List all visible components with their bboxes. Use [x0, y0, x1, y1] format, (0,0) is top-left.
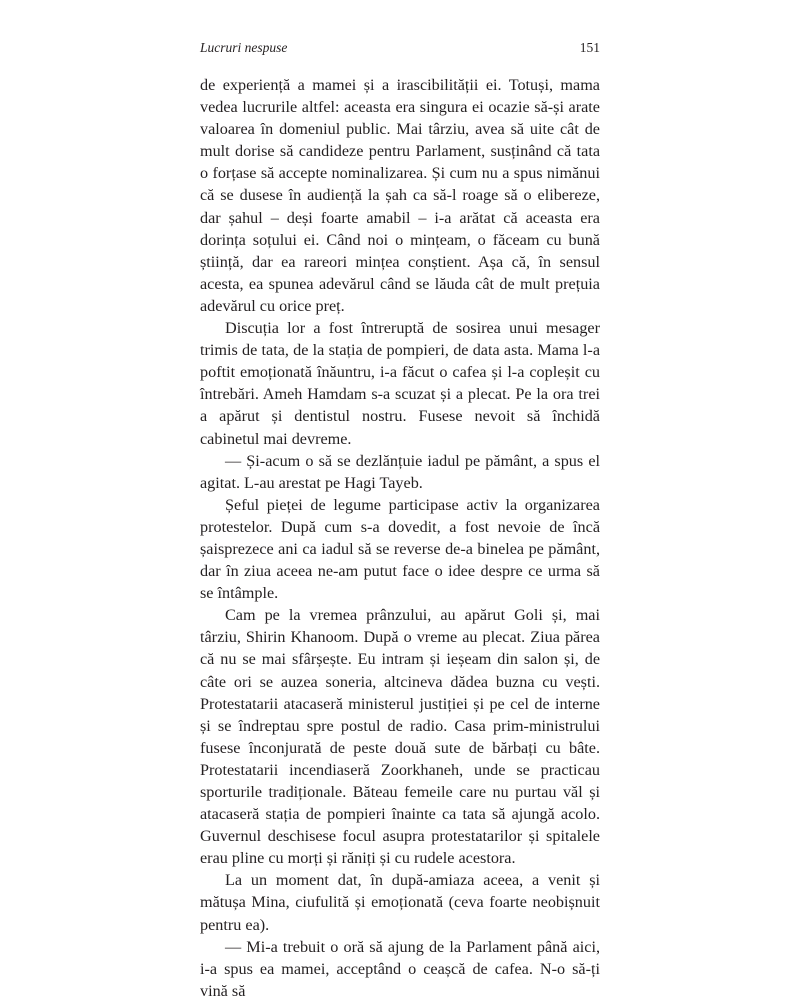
page-number: 151: [579, 40, 600, 55]
running-header: [200, 40, 600, 62]
paragraph: La un moment dat, în după-amiaza aceea, a venit și mătușa Mina, ciufulită și emoționată (ceva foarte neobișnuit pentru ea).: [200, 871, 600, 934]
paragraph: Cam pe la vremea prânzului, au apărut Goli și, mai târziu, Shirin Khanoom. După o vreme au plecat. Ziua părea că nu se mai sfârșește. Eu intram și ieșeam din salon și, de câte ori se auzea soneria, altcineva dădea buzna cu vești. Protestatarii atacaseră ministerul justiției și pe cel de interne și se îndreptau spre postul de radio. Casa prim-ministrului fusese înconjurată de peste două sute de bărbați cu bâte. Protestatarii incendiaseră Zoorkhaneh, unde se practicau sporturile tradiționale. Băteau femeile care nu purtau văl și atacaseră stația de pompieri înainte ca tata să ajungă acolo. Guvernul deschisese focul asupra protestatarilor și spitalele erau pline cu morți și răniți și cu rudele acestora.: [200, 606, 600, 868]
body-text: [200, 74, 600, 1002]
paragraph: Discuția lor a fost întreruptă de sosirea unui mesager trimis de tata, de la stația de pompieri, de data asta. Mama l-a poftit emoționată înăuntru, i-a făcut o cafea și l-a copleșit cu întrebări. Ameh Hamdam s-a scuzat și a plecat. Pe la ora trei a apărut și dentistul nostru. Fusese nevoit să închidă cabinetul mai devreme.: [200, 319, 600, 448]
book-page: [200, 40, 600, 1002]
paragraph: Șeful pieței de legume participase activ la organizarea protestelor. După cum s-a dovedit, a fost nevoie de încă șaisprezece ani ca iadul să se reverse de-a binelea pe pământ, dar în ziua aceea ne-am putut face o idee despre ce urma să se întâmple.: [200, 495, 600, 603]
book-title: Lucruri nespuse: [200, 40, 288, 55]
dialogue-paragraph: — Și-acum o să se dezlănțuie iadul pe pământ, a spus el agitat. L-au arestat pe Hagi Tayeb.: [200, 451, 600, 492]
paragraph: de experiență a mamei și a irascibilității ei. Totuși, mama vedea lucrurile altfel: aceasta era singura ei ocazie să-și arate valoarea în domeniul public. Mai târziu, avea să uite cât de mult dorise să candideze pentru Parlament, susținând că tata o forțase să accepte nominalizarea. Și cum nu a spus nimănui că se dusese în audiență la șah ca să-l roage să o elibereze, dar șahul – deși foarte amabil – i-a arătat că aceasta era dorința soțului ei. Când noi o mințeam, o făceam cu bună știință, dar ea rareori mințea conștient. Așa că, în sensul acesta, ea spunea adevărul când se lăuda cât de mult prețuia adevărul cu orice preț.: [200, 76, 600, 315]
dialogue-paragraph: — Mi-a trebuit o oră să ajung de la Parlament până aici, i-a spus ea mamei, acceptând o ceașcă de cafea. N-o să-ți vină să: [200, 937, 600, 1000]
